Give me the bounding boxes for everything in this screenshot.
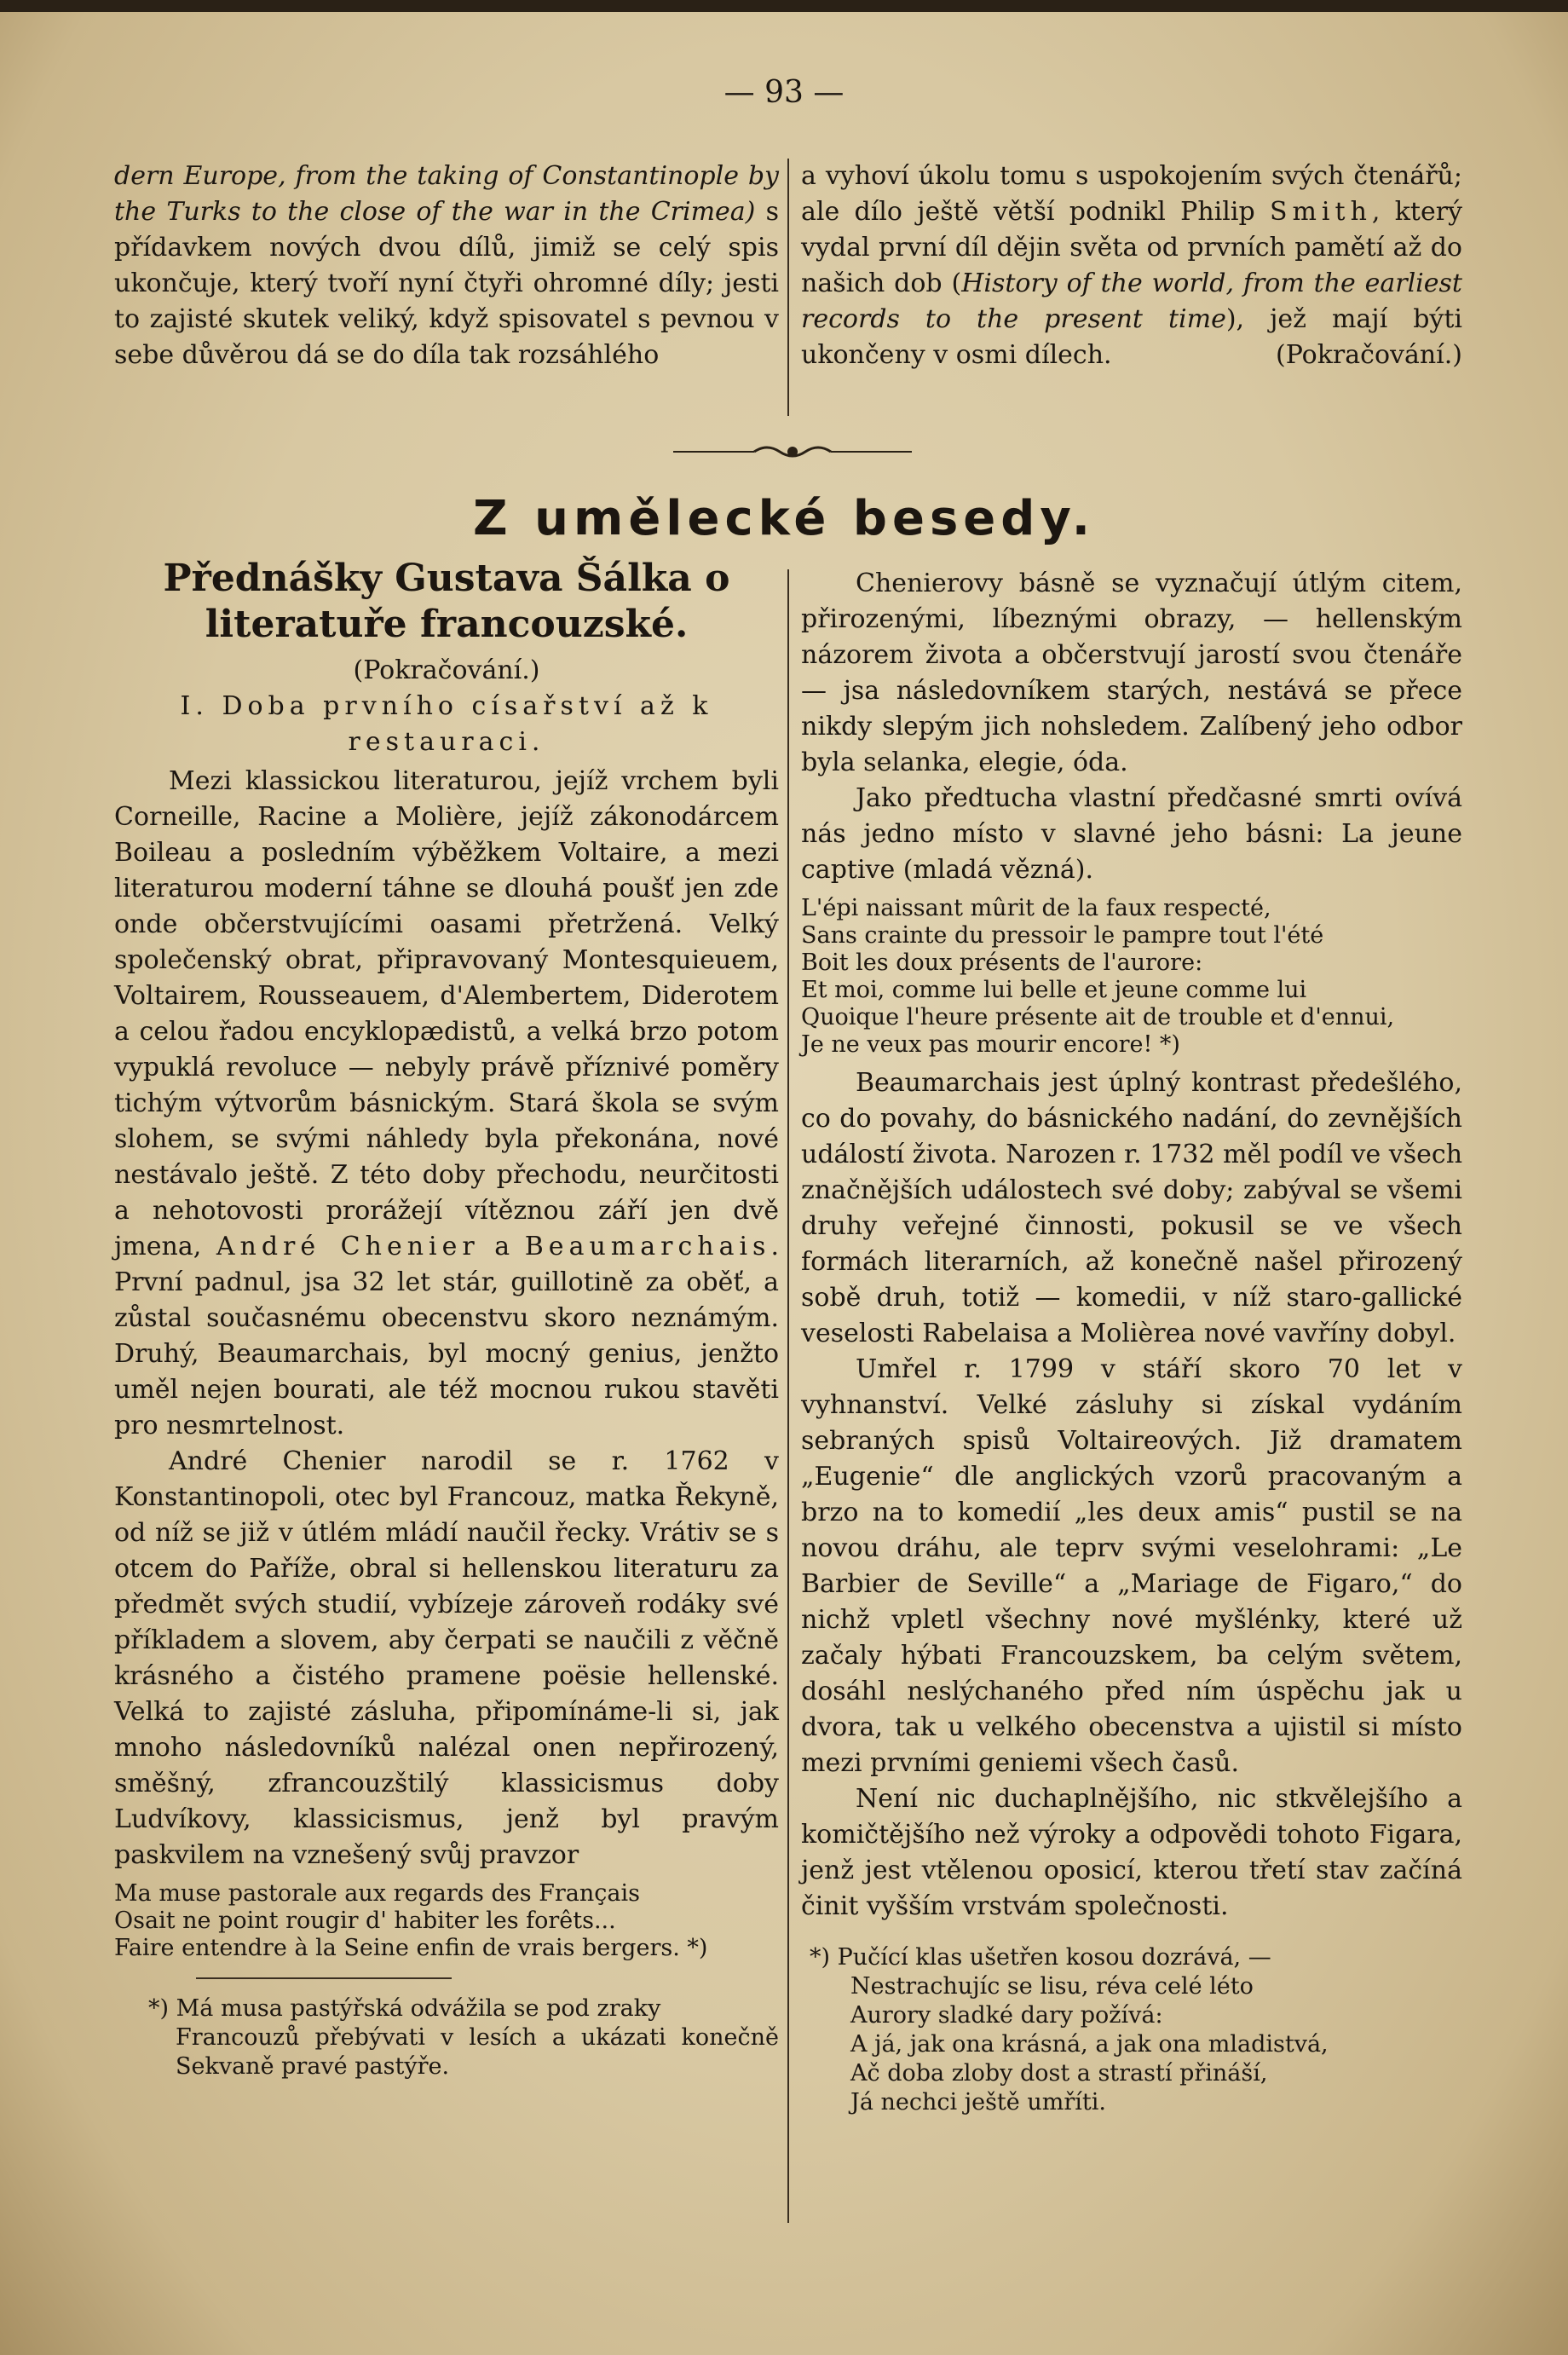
paragraph-death: Umřel r. 1799 v stáří skoro 70 let v vyhnanství. Velké zásluhy si získal vydáním sebraných spisů Voltaireových. Již dramatem „Eugenie“ dle anglických vzorů pracovaným a brzo na to komedií „les deux amis“ pustil se na novou dráhu, ale teprv svými veselohrami: „Le Barbier de Seville“ a „Mariage de Figaro,“ do nichž vpletl všechny nové myšlénky, které už začaly hýbati Francouzskem, ba celým světem, dosáhl neslýchaného před ním úspěchu jak u dvora, tak u velkého obecenstva a ujistil si místo mezi prvními geniemi všech časů.	[801, 1354, 1462, 1778]
footnote-line: Já nechci ještě umříti.	[850, 2089, 1106, 2115]
paragraph-classical-rest: . První padnul, jsa 32 let stár, guillotině za oběť, a zůstal současnému obecenstvu skoro neznámým. Druhý, Beaumarchais, byl mocný genius, jenžto uměl nejen bourati, ale též mocnou rukou stavěti pro nesmrtelnost.	[114, 1232, 779, 1440]
top-left-paragraph	[114, 159, 779, 373]
verse-line: Faire entendre à la Seine enfin de vrais bergers. *)	[114, 1935, 708, 1961]
lecture-continued: (Pokračování.)	[353, 655, 540, 685]
left-column	[114, 556, 779, 2081]
section-title: Z umělecké besedy.	[473, 491, 1095, 546]
lecture-title: Přednášky Gustava Šálka o literatuře francouzské.	[163, 557, 730, 646]
paragraph-premonition: Jako předtucha vlastní předčasné smrti ovívá nás jedno místo v slavné jeho básni: La jeune captive (mladá vězná).	[801, 783, 1462, 885]
name-beaumarchais: Beaumarchais	[524, 1232, 771, 1261]
footnote-rule	[196, 1977, 452, 1979]
name-chenier: André Chenier	[216, 1232, 480, 1261]
footnote-line: *) Pučící klas ušetřen kosou dozrává, —	[810, 1944, 1271, 1971]
french-verse	[114, 1880, 779, 1962]
paragraph-beaumarchais: Beaumarchais jest úplný kontrast předešlého, co do povahy, do básnického nadání, do zevnějších událostí života. Narozen r. 1732 měl podíl ve všech značnějších událostech své doby; zabýval se všemi druhy veřejné činnosti, pokusil se ve všech formách literarních, až konečně našel přirozený sobě druh, totiž — komedii, v níž staro-gallické veselosti Rabelaisa a Molièrea nové vavříny dobyl.	[801, 1068, 1463, 1348]
top-left-column	[114, 159, 779, 373]
verse-line: Boit les doux présents de l'aurore:	[801, 950, 1203, 976]
top-left-text: s přídavkem nových dvou dílů, jimiž se celý spis ukončuje, který tvoří nyní čtyři ohromné díly; jesti to zajisté skutek veliký, když spisovatel s pevnou v sebe důvěrou dá se do díla tak rozsáhlého	[114, 197, 779, 370]
footnote-line: Francouzů přebývati v lesích a ukázati konečně Sekvaně pravé pastýře.	[176, 2024, 779, 2080]
paragraph-chenier: André Chenier narodil se r. 1762 v Konstantinopoli, otec byl Francouz, matka Řekyně, od níž se již v útlém mládí naučil řecky. Vrátiv se s otcem do Paříže, obral si hellenskou literaturu za předmět svých studií, vybízeje zároveň rodáky své příkladem a slovem, aby čerpati se naučili z věčně krásného a čistého pramene poësie hellenské. Velká to zajisté zásluha, připomínáme-li si, jak mnoho následovníků nalézal onen nepřirozený, směšný, zfrancouzštilý klassicismus doby Ludvíkovy, klassicismus, jenž byl pravým paskvilem na vznešený svůj pravzor	[114, 1446, 779, 1870]
column-divider-top	[787, 159, 789, 416]
scan-edge	[0, 0, 1568, 12]
footnote-line: Ač doba zloby dost a strastí přináší,	[850, 2060, 1268, 2087]
top-right-text-c: ), jež mají býti ukončeny v osmi dílech.	[801, 304, 1462, 370]
footnote-line: Aurory sladké dary požívá:	[850, 2002, 1163, 2029]
verse-line: Et moi, comme lui belle et jeune comme lui	[801, 977, 1307, 1003]
verse-line: Ma muse pastorale aux regards des Français	[114, 1880, 641, 1907]
verse-line: Quoique l'heure présente ait de trouble et d'ennui,	[801, 1004, 1395, 1030]
footnote-right	[801, 1943, 1462, 2117]
verse-line: Sans crainte du pressoir le pampre tout l'été	[801, 922, 1324, 949]
paragraph-chenier-poems: Chenierovy básně se vyznačují útlým citem, přirozenými, líbeznými obrazy, — hellenským názorem života a občerstvují jarostí svou čtenáře — jsa následovníkem starých, nestává se přece nikdy slepým jich nohsledem. Zalíbený jeho odbor byla selanka, elegie, óda.	[801, 569, 1462, 777]
ornament-divider	[673, 439, 912, 465]
top-right-continued: (Pokračování.)	[1276, 340, 1462, 370]
verse-line: Je ne veux pas mourir encore! *)	[801, 1031, 1180, 1058]
paragraph-classical	[114, 764, 779, 1444]
page-number: — 93 —	[723, 75, 845, 110]
history-title-italic: History of the world, from the earliest records to the present time	[801, 268, 1462, 334]
french-verse-captive	[801, 895, 1462, 1059]
paragraph-figaro: Není nic duchaplnějšího, nic stkvělejšího a komičtějšího než výroky a odpovědi tohoto Figara, jenž jest vtělenou oposicí, kterou třetí stav začíná činit vyšším vrstvám společnosti.	[801, 1784, 1462, 1921]
verse-line: Osait ne point rougir d' habiter les forêts...	[114, 1908, 616, 1934]
conjunction: a	[479, 1232, 525, 1261]
column-divider-main	[787, 569, 789, 2223]
paragraph-classical-text: Mezi klassickou literaturou, jejíž vrchem byli Corneille, Racine a Molière, jejíž zákonodárcem Boileau a posledním výběžkem Voltaire, a mezi literaturou moderní táhne se dlouhá poušť jen zde onde občerstvujícími oasami přetržená. Velký společenský obrat, připravovaný Montesquieuem, Voltairem, Rousseauem, d'Alembertem, Diderotem a celou řadou encyklopædistů, a velká brzo potom vypuklá revoluce — nebyly právě příznivé poměry tichým výtvorům básnickým. Stará škola se svým slohem, se svými náhledy byla překonána, nové nestávalo ještě. Z této doby přechodu, neurčitosti a nehotovosti prorážejí vítěznou září jen dvě jmena,	[114, 766, 779, 1261]
verse-line: L'épi naissant mûrit de la faux respecté,	[801, 895, 1271, 921]
top-right-text-a: a vyhoví úkolu tomu s uspokojením svých čtenářů; ale dílo ještě větší podnikl Philip	[801, 161, 1462, 227]
footnote-line: A já, jak ona krásná, a jak ona mladistvá,	[850, 2031, 1329, 2058]
name-smith: Smith	[1269, 197, 1372, 227]
book-title-italic: dern Europe, from the taking of Constantinople by the Turks to the close of the war in the Crimea)	[114, 161, 779, 227]
top-right-text-b: , který vydal první díl dějin světa od prvních pamětí až do našich dob (	[801, 197, 1462, 298]
top-right-column	[801, 159, 1462, 373]
right-column	[801, 566, 1462, 2117]
footnote-line: Nestrachujíc se lisu, réva celé léto	[850, 1973, 1254, 2000]
footnote-line: *) Má musa pastýřská odvážila se pod zraky	[148, 1995, 661, 2022]
footnote-left	[114, 1994, 779, 2081]
chapter-heading: I. Doba prvního císařství až k restauraci.	[180, 691, 713, 757]
